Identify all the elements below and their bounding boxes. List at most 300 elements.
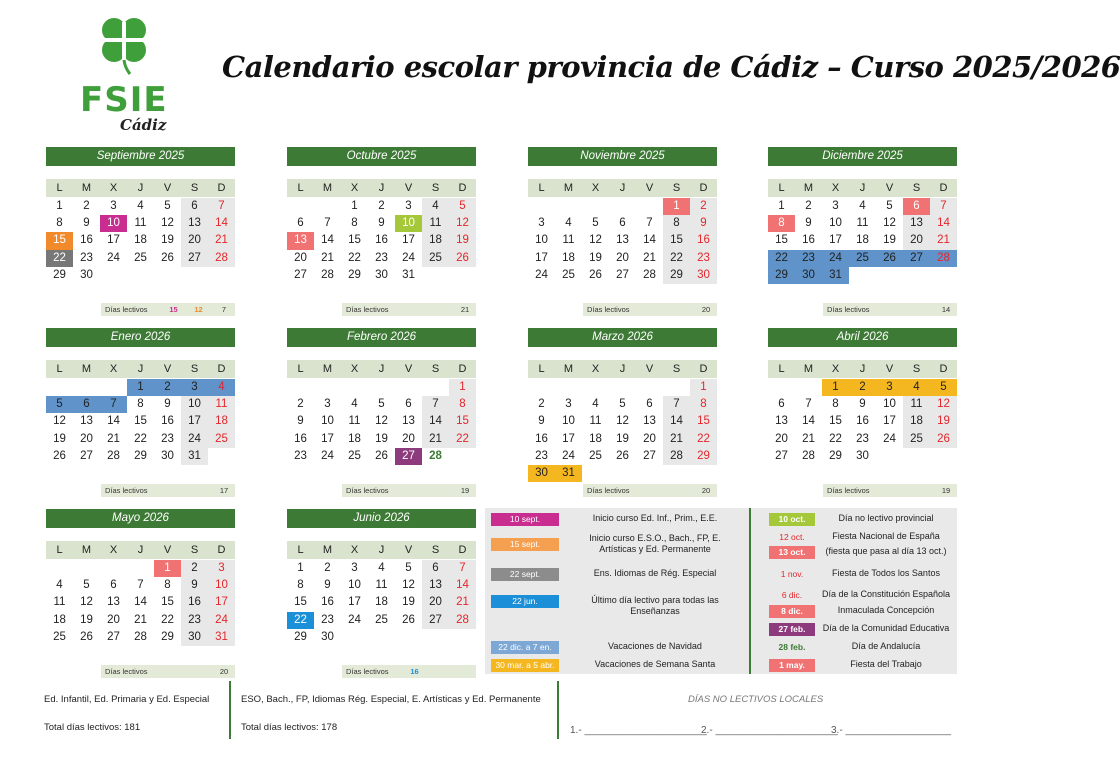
day-cell <box>314 646 341 663</box>
day-cell <box>903 448 930 465</box>
weekday-label: M <box>81 182 92 194</box>
day-cell: 25 <box>422 250 449 267</box>
day-cell: 29 <box>161 630 174 643</box>
day-cell: 10 <box>208 577 235 594</box>
lectivos-count: 17 <box>219 486 229 496</box>
day-cell: 26 <box>375 449 388 462</box>
day-cell: 6 <box>110 579 117 592</box>
day-cell: 4 <box>859 200 866 212</box>
weekday-header <box>287 541 476 559</box>
month-title: Noviembre 2025 <box>528 147 717 166</box>
day-cell: 22 <box>161 613 174 626</box>
day-cell: 16 <box>321 596 334 609</box>
day-cell: 11 <box>348 415 361 428</box>
day-cell: 2 <box>83 200 90 212</box>
weekday-label: M <box>322 182 333 194</box>
day-cell <box>341 465 368 482</box>
month-days <box>46 560 235 663</box>
day-cell: 8 <box>768 215 795 232</box>
day-cell <box>930 284 957 301</box>
day-cell <box>528 198 555 215</box>
day-cell: 11 <box>375 579 388 592</box>
month-days <box>287 198 476 301</box>
month-days <box>287 560 476 663</box>
lectivos-label: Días lectivos <box>587 486 630 496</box>
day-cell <box>100 284 127 301</box>
lectivos-label: Días lectivos <box>105 486 148 496</box>
day-cell: 25 <box>375 613 388 626</box>
day-cell: 20 <box>294 251 307 264</box>
month-title: Mayo 2026 <box>46 509 235 528</box>
day-cell: 3 <box>832 200 839 212</box>
local-day-2[interactable]: 2.- ______________________ <box>701 725 838 736</box>
footer-col1-title: Ed. Infantil, Ed. Primaria y Ed. Especial <box>44 694 210 705</box>
day-cell: 18 <box>856 234 869 247</box>
day-cell: 28 <box>930 250 957 267</box>
legend-description: Fiesta Nacional de España <box>832 531 940 541</box>
day-cell <box>46 465 73 482</box>
day-cell <box>287 379 314 396</box>
day-cell: 12 <box>616 415 629 428</box>
day-cell: 19 <box>930 413 957 430</box>
day-cell: 28 <box>663 448 690 465</box>
day-cell <box>154 465 181 482</box>
day-cell: 5 <box>592 217 599 230</box>
day-cell: 11 <box>903 396 930 413</box>
weekday-label: L <box>297 363 304 375</box>
day-cell: 14 <box>321 234 334 247</box>
lectivos-count: 19 <box>460 486 470 496</box>
day-cell: 17 <box>348 596 361 609</box>
day-cell: 23 <box>161 432 174 445</box>
day-cell: 25 <box>348 449 361 462</box>
weekday-label: L <box>778 363 785 375</box>
month-block <box>46 328 235 496</box>
day-cell: 13 <box>80 415 93 428</box>
weekday-label: J <box>859 363 866 375</box>
day-cell <box>768 379 795 396</box>
month-days <box>528 379 717 482</box>
day-cell <box>449 629 476 646</box>
day-cell: 20 <box>775 432 788 445</box>
day-cell: 1 <box>351 200 358 212</box>
day-cell: 14 <box>930 215 957 232</box>
day-cell <box>422 629 449 646</box>
weekday-label: M <box>803 182 814 194</box>
lectivos-count: 15 <box>169 305 178 315</box>
day-cell: 9 <box>164 398 171 411</box>
day-cell: 12 <box>53 415 66 428</box>
day-cell: 28 <box>643 268 656 281</box>
day-cell: 23 <box>80 251 93 264</box>
day-cell: 14 <box>449 577 476 594</box>
day-cell: 4 <box>422 198 449 215</box>
day-cell <box>555 379 582 396</box>
day-cell: 1 <box>56 200 63 212</box>
day-cell: 2 <box>378 200 385 212</box>
day-cell: 3 <box>538 217 545 230</box>
day-cell: 30 <box>690 267 717 284</box>
day-cell <box>127 646 154 663</box>
day-cell: 20 <box>616 251 629 264</box>
day-cell: 13 <box>107 596 120 609</box>
day-cell: 8 <box>56 217 63 230</box>
lectivos-label: Días lectivos <box>827 486 870 496</box>
weekday-label: S <box>431 363 440 375</box>
month-block <box>46 509 235 677</box>
weekday-label: M <box>322 363 333 375</box>
day-cell: 6 <box>778 398 785 411</box>
day-cell: 30 <box>375 268 388 281</box>
day-cell <box>449 448 476 465</box>
lectivos-count: 14 <box>941 305 951 315</box>
month-days <box>287 379 476 482</box>
day-cell <box>636 284 663 301</box>
day-cell <box>849 284 876 301</box>
local-day-3[interactable]: 3.- ___________________ <box>831 725 952 736</box>
day-cell <box>822 465 849 482</box>
day-cell: 10 <box>100 215 127 232</box>
weekday-label: D <box>699 363 708 375</box>
day-cell: 24 <box>883 432 896 445</box>
logo-text: FSIE <box>80 80 168 120</box>
day-cell: 18 <box>562 251 575 264</box>
day-cell: 21 <box>643 251 656 264</box>
day-cell: 29 <box>348 268 361 281</box>
day-cell: 21 <box>449 594 476 611</box>
day-cell: 21 <box>663 431 690 448</box>
day-cell: 28 <box>449 612 476 629</box>
day-cell: 31 <box>822 267 849 284</box>
day-cell: 27 <box>775 449 788 462</box>
day-cell: 25 <box>53 630 66 643</box>
day-cell: 5 <box>378 398 385 411</box>
footer-col1-total: Total días lectivos: 181 <box>44 722 141 733</box>
day-cell: 1 <box>449 379 476 396</box>
day-cell: 30 <box>181 629 208 646</box>
weekday-label: L <box>297 544 304 556</box>
day-cell: 8 <box>449 396 476 413</box>
day-cell <box>73 284 100 301</box>
legend-description: Día de la Constitución Española <box>821 589 951 599</box>
day-cell: 3 <box>208 560 235 577</box>
month-title: Diciembre 2025 <box>768 147 957 166</box>
day-cell: 23 <box>535 449 548 462</box>
weekday-label: S <box>912 182 921 194</box>
day-cell: 22 <box>134 432 147 445</box>
weekday-label: S <box>672 363 681 375</box>
day-cell: 24 <box>208 612 235 629</box>
day-cell <box>73 560 100 577</box>
weekday-label: L <box>538 363 545 375</box>
day-cell <box>795 379 822 396</box>
month-days <box>46 198 235 301</box>
day-cell: 5 <box>164 200 171 212</box>
month-block <box>46 147 235 315</box>
day-cell <box>208 267 235 284</box>
day-cell: 10 <box>562 415 575 428</box>
day-cell <box>555 198 582 215</box>
day-cell: 3 <box>565 398 572 411</box>
day-cell <box>368 379 395 396</box>
local-days-title: DÍAS NO LECTIVOS LOCALES <box>688 694 824 705</box>
day-cell: 25 <box>849 250 876 267</box>
day-cell: 18 <box>348 432 361 445</box>
day-cell: 16 <box>181 594 208 611</box>
day-cell <box>368 284 395 301</box>
lectivos-label: Días lectivos <box>827 305 870 315</box>
day-cell: 27 <box>643 449 656 462</box>
day-cell: 22 <box>768 250 795 267</box>
day-cell <box>449 267 476 284</box>
lectivos-count: 16 <box>410 667 419 677</box>
clover-icon <box>94 14 154 76</box>
weekday-header <box>46 179 235 197</box>
day-cell: 2 <box>690 198 717 215</box>
day-cell: 1 <box>127 379 154 396</box>
day-cell: 17 <box>535 251 548 264</box>
weekday-label: X <box>109 363 118 375</box>
weekday-label: S <box>431 182 440 194</box>
weekday-label: X <box>350 363 359 375</box>
day-cell: 6 <box>903 198 930 215</box>
day-cell: 15 <box>348 234 361 247</box>
day-cell: 11 <box>422 215 449 232</box>
day-cell: 16 <box>161 415 174 428</box>
weekday-label: X <box>109 544 118 556</box>
day-cell: 26 <box>876 250 903 267</box>
day-cell: 3 <box>324 398 331 411</box>
day-cell <box>73 379 100 396</box>
day-cell: 18 <box>903 413 930 430</box>
day-cell: 27 <box>903 250 930 267</box>
day-cell: 27 <box>395 448 422 465</box>
month-block <box>528 328 717 496</box>
day-cell: 11 <box>208 396 235 413</box>
day-cell: 11 <box>53 596 66 609</box>
day-cell: 13 <box>903 215 930 232</box>
day-cell <box>127 465 154 482</box>
lectivos-count: 20 <box>219 667 229 677</box>
day-cell <box>690 465 717 482</box>
day-cell <box>100 379 127 396</box>
day-cell: 19 <box>449 232 476 249</box>
local-day-1[interactable]: 1.- ______________________ <box>570 725 707 736</box>
day-cell: 16 <box>80 234 93 247</box>
weekday-label: V <box>163 544 172 556</box>
day-cell <box>208 284 235 301</box>
footer-divider-1 <box>229 681 231 739</box>
day-cell: 12 <box>449 215 476 232</box>
day-cell: 19 <box>375 432 388 445</box>
day-cell <box>582 465 609 482</box>
day-cell: 25 <box>208 431 235 448</box>
weekday-label: M <box>803 363 814 375</box>
day-cell: 19 <box>402 596 415 609</box>
day-cell <box>876 267 903 284</box>
day-cell <box>609 284 636 301</box>
day-cell: 16 <box>856 415 869 428</box>
weekday-label: S <box>672 182 681 194</box>
day-cell: 5 <box>886 200 893 212</box>
legend-description: Inicio curso Ed. Inf., Prim., E.E. <box>592 513 718 523</box>
month-title: Septiembre 2025 <box>46 147 235 166</box>
legend-date-chip: 10 oct. <box>769 513 815 526</box>
day-cell <box>287 465 314 482</box>
day-cell: 1 <box>822 379 849 396</box>
weekday-label: J <box>137 544 144 556</box>
legend-description: Fiesta de Todos los Santos <box>832 568 940 578</box>
day-cell: 28 <box>802 449 815 462</box>
day-cell <box>449 284 476 301</box>
lectivos-label: Días lectivos <box>346 305 389 315</box>
day-cell <box>314 465 341 482</box>
legend-date-chip: 22 dic. a 7 en. <box>491 641 559 654</box>
day-cell: 14 <box>663 413 690 430</box>
weekday-label: J <box>137 182 144 194</box>
day-cell: 1 <box>663 198 690 215</box>
legend-description: (fiesta que pasa al día 13 oct.) <box>825 546 947 556</box>
day-cell <box>368 465 395 482</box>
legend-description: Inmaculada Concepción <box>837 605 935 615</box>
day-cell: 2 <box>324 562 331 574</box>
day-cell <box>528 379 555 396</box>
day-cell <box>582 198 609 215</box>
legend-divider <box>749 508 751 674</box>
day-cell <box>100 267 127 284</box>
legend-description: Ens. Idiomas de Rég. Especial <box>593 568 717 578</box>
weekday-label: V <box>163 182 172 194</box>
day-cell: 22 <box>829 432 842 445</box>
day-cell: 13 <box>643 415 656 428</box>
legend-date-chip: 12 oct. <box>779 532 805 542</box>
weekday-label: S <box>431 544 440 556</box>
day-cell: 7 <box>930 198 957 215</box>
day-cell: 24 <box>562 449 575 462</box>
day-cell: 1 <box>154 560 181 577</box>
day-cell: 10 <box>829 217 842 230</box>
day-cell: 28 <box>208 250 235 267</box>
logo-subtitle: Cádiz <box>120 116 167 134</box>
day-cell: 12 <box>161 217 174 230</box>
day-cell <box>768 284 795 301</box>
day-cell <box>368 646 395 663</box>
day-cell <box>555 284 582 301</box>
legend-description: Día de la Comunidad Educativa <box>822 623 950 633</box>
month-block <box>768 328 957 496</box>
day-cell: 3 <box>876 379 903 396</box>
weekday-header <box>46 541 235 559</box>
day-cell: 8 <box>663 215 690 232</box>
day-cell <box>449 465 476 482</box>
lectivos-bar <box>342 665 476 678</box>
day-cell <box>341 646 368 663</box>
day-cell: 29 <box>768 267 795 284</box>
day-cell <box>903 267 930 284</box>
day-cell: 25 <box>562 268 575 281</box>
day-cell: 7 <box>324 217 331 230</box>
weekday-label: S <box>912 363 921 375</box>
day-cell <box>876 448 903 465</box>
day-cell: 3 <box>351 562 358 574</box>
weekday-label: D <box>939 363 948 375</box>
day-cell <box>663 284 690 301</box>
day-cell <box>528 284 555 301</box>
day-cell: 17 <box>402 234 415 247</box>
lectivos-count: 12 <box>194 305 203 315</box>
day-cell: 25 <box>134 251 147 264</box>
day-cell: 27 <box>107 630 120 643</box>
day-cell <box>449 646 476 663</box>
day-cell <box>395 379 422 396</box>
day-cell: 18 <box>53 613 66 626</box>
legend-description: Día de Andalucía <box>851 641 921 651</box>
day-cell <box>422 267 449 284</box>
month-block <box>528 147 717 315</box>
day-cell: 4 <box>351 398 358 411</box>
day-cell: 15 <box>134 415 147 428</box>
day-cell: 4 <box>137 200 144 212</box>
day-cell <box>849 465 876 482</box>
month-title: Marzo 2026 <box>528 328 717 347</box>
weekday-label: X <box>350 544 359 556</box>
day-cell <box>795 465 822 482</box>
day-cell: 14 <box>134 596 147 609</box>
legend-description: Fiesta del Trabajo <box>850 659 922 669</box>
day-cell: 15 <box>829 415 842 428</box>
day-cell <box>341 629 368 646</box>
day-cell <box>181 465 208 482</box>
weekday-label: J <box>378 544 385 556</box>
month-days <box>46 379 235 482</box>
day-cell <box>636 198 663 215</box>
day-cell: 27 <box>422 612 449 629</box>
day-cell: 26 <box>80 630 93 643</box>
day-cell: 13 <box>775 415 788 428</box>
day-cell <box>609 379 636 396</box>
day-cell: 5 <box>46 396 73 413</box>
weekday-label: J <box>378 182 385 194</box>
day-cell: 22 <box>449 431 476 448</box>
day-cell: 5 <box>83 579 90 592</box>
day-cell <box>422 465 449 482</box>
day-cell: 21 <box>134 613 147 626</box>
day-cell: 27 <box>294 268 307 281</box>
day-cell: 1 <box>297 562 304 574</box>
day-cell: 29 <box>134 449 147 462</box>
day-cell: 22 <box>663 250 690 267</box>
day-cell <box>395 646 422 663</box>
weekday-label: S <box>190 544 199 556</box>
day-cell <box>208 465 235 482</box>
legend-description: Inicio curso E.S.O., Bach., FP, E. Artísticas y Ed. Permanente <box>589 533 721 554</box>
day-cell: 26 <box>53 449 66 462</box>
day-cell: 19 <box>53 432 66 445</box>
day-cell: 17 <box>829 234 842 247</box>
day-cell: 19 <box>589 251 602 264</box>
lectivos-count: 19 <box>941 486 951 496</box>
day-cell <box>822 284 849 301</box>
day-cell: 6 <box>619 217 626 230</box>
day-cell: 2 <box>297 398 304 411</box>
day-cell: 8 <box>137 398 144 411</box>
day-cell: 21 <box>107 432 120 445</box>
legend-date-chip: 30 mar. a 5 abr. <box>491 659 559 672</box>
day-cell: 21 <box>930 232 957 249</box>
lectivos-bar <box>583 484 717 497</box>
day-cell: 31 <box>402 268 415 281</box>
day-cell: 5 <box>405 562 412 574</box>
